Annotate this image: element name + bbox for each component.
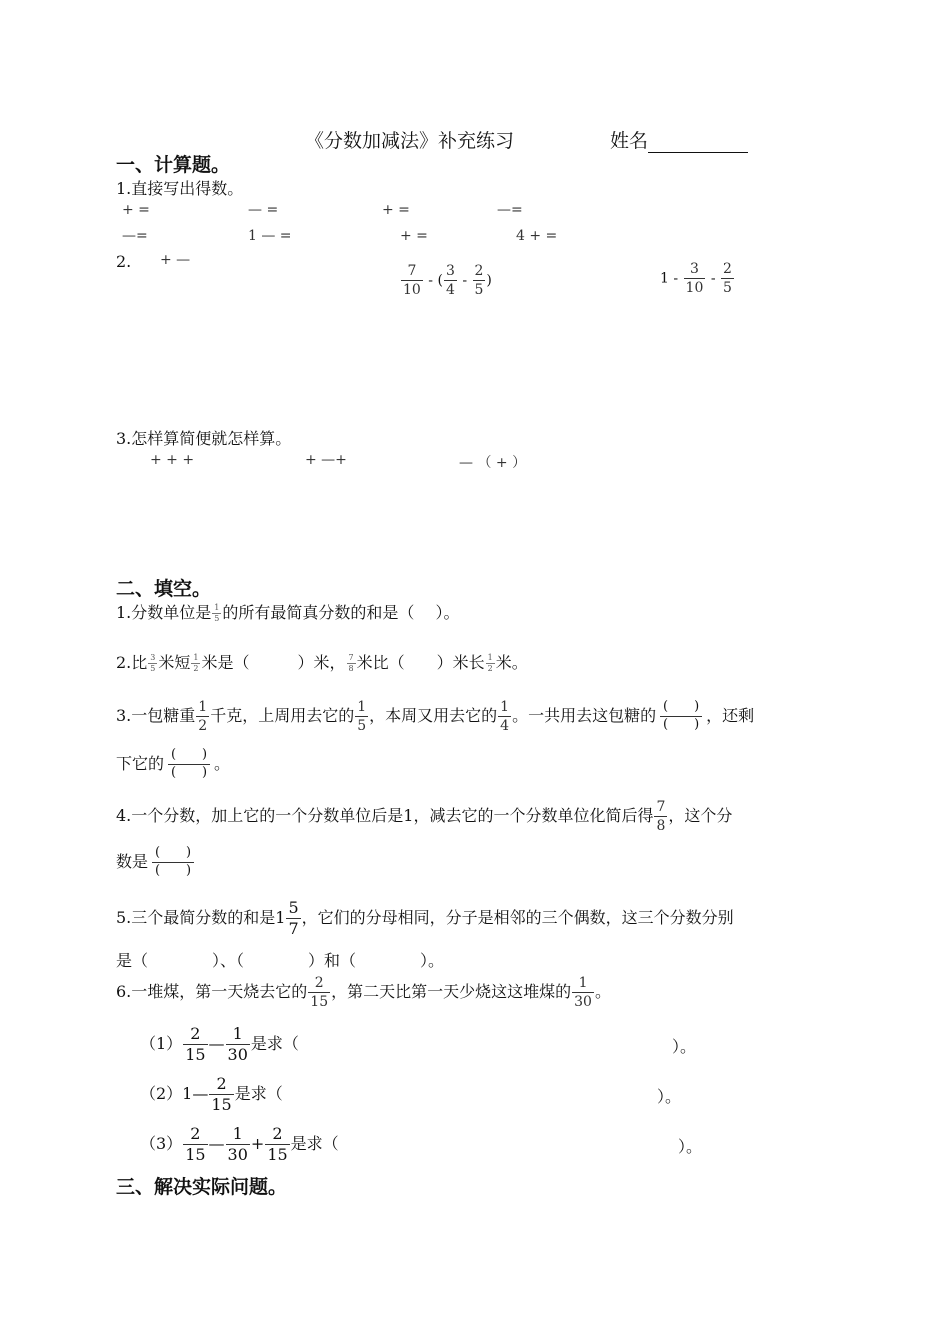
name-label: 姓名 — [610, 130, 649, 152]
fraction: $\frac{3}{4}$ — [445, 263, 455, 298]
fraction: $\frac{3}{5}$ — [150, 653, 156, 673]
fill-q6-sub1: （1） $\frac{2}{15}$ — $\frac{1}{30}$ 是求（ — [140, 1024, 299, 1064]
fraction: $\frac{2}{15}$ — [185, 1024, 206, 1064]
q3-expr: + —+ — [305, 452, 347, 468]
fraction: $\frac{3}{10}$ — [685, 261, 704, 296]
q1-expr: 1 — = — [248, 228, 292, 244]
fill-q1: 1.分数单位是 $\frac{1}{5}$ 的所有最简真分数的和是（ ）。 — [116, 603, 460, 623]
fraction: $\frac{7}{10}$ — [403, 263, 421, 298]
fraction: $\frac{1}{30}$ — [227, 1024, 248, 1064]
q3-expr: + + + — [150, 452, 195, 468]
q2-label: 2. — [116, 252, 132, 271]
fill-q2: 2.比 $\frac{3}{5}$ 米短 $\frac{1}{2}$ 米是（ ）米， $\frac{7}{8}$ 米比（ ）米长 $\frac{1}{2}$ 米。 — [116, 653, 528, 673]
fraction: $\frac{1}{30}$ — [574, 975, 592, 1010]
fill-q6-sub1-close: ）。 — [672, 1037, 697, 1056]
q2-plain-expr: + — — [160, 252, 191, 268]
fraction: $\frac{2}{5}$ — [474, 263, 484, 298]
name-field — [610, 126, 748, 153]
fill-q6-sub2: （2）1— $\frac{2}{15}$ 是求（ — [140, 1074, 283, 1114]
fill-q6-sub3: （3） $\frac{2}{15}$ — $\frac{1}{30}$ + $\frac{2}{15}$ 是求（ — [140, 1124, 339, 1164]
fraction: $\frac{5}{7}$ — [288, 898, 299, 938]
fraction: $\frac{1}{5}$ — [214, 603, 220, 623]
fraction: $\frac{1}{2}$ — [193, 653, 199, 673]
fraction: $\frac{7}{8}$ — [348, 653, 354, 673]
fill-q3: 3.一包糖重 $\frac{1}{2}$ 千克，上周用去它的 $\frac{1}{5}$ ，本周又用去它的 $\frac{1}{4}$ 。一共用去这包糖的 $\frac{( )}{( )}$ ，还剩 — [116, 699, 755, 734]
section2-heading: 二、填空。 — [116, 578, 212, 600]
name-blank-line — [648, 134, 748, 153]
q1-expr: + = — [400, 228, 428, 244]
fill-q5-line2: 是（ ）、（ ）和（ ）。 — [116, 951, 445, 970]
fraction: $\frac{1}{2}$ — [487, 653, 493, 673]
answer-fraction-blank[interactable]: $\frac{( )}{( )}$ — [656, 700, 706, 733]
q2-expr-a: $\frac{7}{10}$ - ( $\frac{3}{4}$ - $\frac{2}{5}$ ) — [403, 263, 492, 298]
q3-expr: — （ + ） — [459, 455, 527, 471]
fill-q3-line2: 下它的 $\frac{( )}{( )}$ 。 — [116, 747, 231, 780]
q1-expr: + = — [382, 202, 410, 218]
fraction: $\frac{2}{15}$ — [267, 1124, 288, 1164]
q1-label: 1.直接写出得数。 — [116, 179, 244, 198]
q1-expr: + = — [122, 202, 150, 218]
fill-q5: 5.三个最简分数的和是1 $\frac{5}{7}$ ，它们的分母相同，分子是相邻的三个偶数，这三个分数分别 — [116, 898, 734, 938]
fill-q6-sub3-close: ）。 — [678, 1137, 703, 1156]
q1-expr: —= — [497, 202, 523, 218]
q1-expr: — = — [248, 202, 279, 218]
section3-heading: 三、解决实际问题。 — [116, 1176, 288, 1198]
q1-expr: —= — [122, 228, 148, 244]
fraction: $\frac{1}{2}$ — [198, 699, 208, 734]
title-text: 《分数加减法》补充练习 — [305, 130, 515, 152]
fill-q6-sub2-close: ）。 — [657, 1087, 682, 1106]
fraction: $\frac{2}{15}$ — [310, 975, 329, 1010]
fraction: $\frac{2}{15}$ — [185, 1124, 206, 1164]
answer-fraction-blank[interactable]: $\frac{( )}{( )}$ — [164, 748, 214, 781]
q2-expr-b: 1 - $\frac{3}{10}$ - $\frac{2}{5}$ — [660, 261, 732, 296]
q1-expr: 4 + = — [516, 228, 558, 244]
fraction: $\frac{1}{30}$ — [227, 1124, 248, 1164]
fill-q4-line2: 数是 $\frac{( )}{( )}$ — [116, 846, 198, 879]
fill-q4: 4.一个分数，加上它的一个分数单位后是1，减去它的一个分数单位化简后得 $\frac{7}{8}$ ，这个分 — [116, 799, 733, 834]
q3-label: 3.怎样算简便就怎样算。 — [116, 429, 292, 448]
answer-fraction-blank[interactable]: $\frac{( )}{( )}$ — [148, 846, 198, 879]
fraction: $\frac{2}{15}$ — [211, 1074, 232, 1114]
page-title — [305, 126, 514, 153]
section1-heading: 一、计算题。 — [116, 154, 231, 176]
fill-q6: 6.一堆煤，第一天烧去它的 $\frac{2}{15}$ ，第二天比第一天少烧这这堆煤的 $\frac{1}{30}$ 。 — [116, 975, 611, 1010]
fraction: $\frac{7}{8}$ — [656, 799, 666, 834]
fraction: $\frac{1}{5}$ — [357, 699, 367, 734]
fraction: $\frac{1}{4}$ — [500, 699, 510, 734]
fraction: $\frac{2}{5}$ — [723, 261, 732, 296]
